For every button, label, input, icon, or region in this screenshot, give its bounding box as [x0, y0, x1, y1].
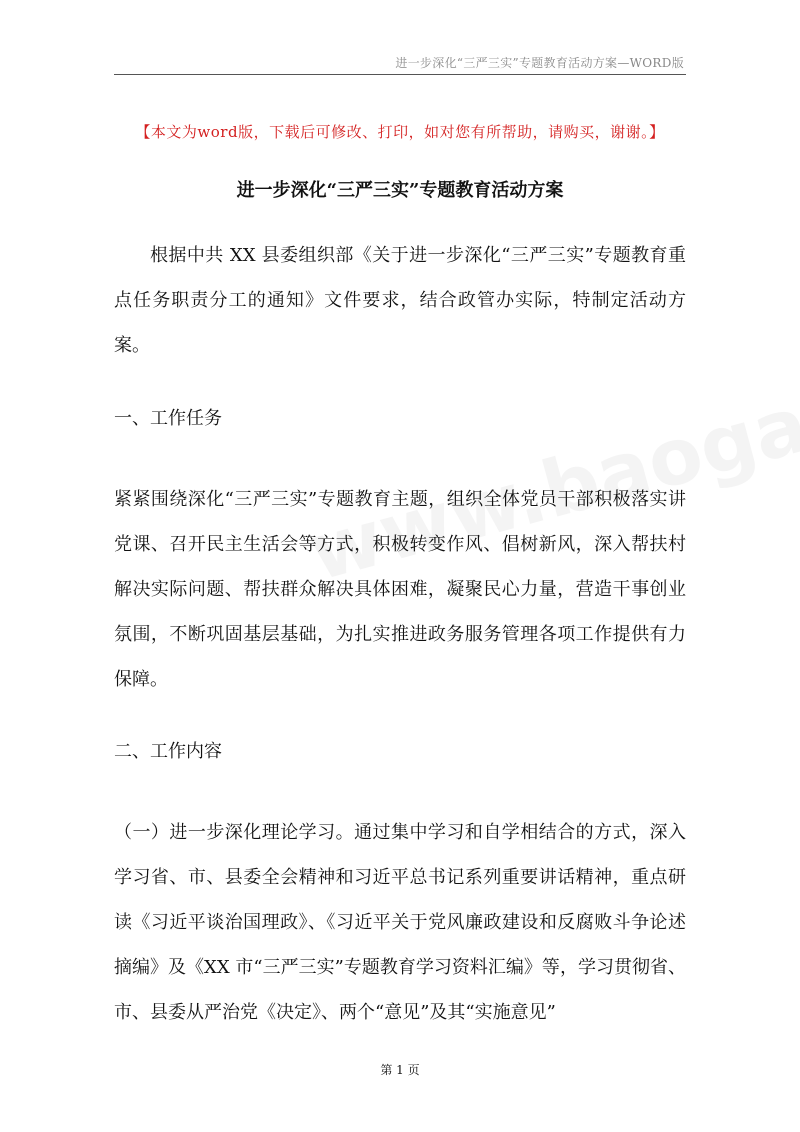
section-heading-content: 二、工作内容	[114, 741, 222, 762]
section-body-content: （一）进一步深化理论学习。通过集中学习和自学相结合的方式，深入学习省、市、县委全会精神和习近平总书记系列重要讲话精神，重点研读《习近平谈治国理政》、《习近平关于党风廉政建设和反腐败斗争论述摘编》及《XX 市“三严三实”专题教育学习资料汇编》等，学习贯彻省、市、县委从严治党《决定》、两个“意见”及其“实施意见”	[114, 822, 686, 1023]
page-number: 第 1 页	[380, 1063, 420, 1077]
purchase-notice: 【本文为word版，下载后可修改、打印，如对您有所帮助，请购买，谢谢。】	[135, 123, 665, 141]
section-heading-tasks: 一、工作任务	[114, 408, 222, 429]
document-title: 进一步深化“三严三实”专题教育活动方案	[236, 180, 564, 201]
header-title: 进一步深化“三严三实”专题教育活动方案—WORD版	[395, 56, 684, 70]
section-body-tasks: 紧紧围绕深化“三严三实”专题教育主题，组织全体党员干部积极落实讲党课、召开民主生活会等方式，积极转变作风、倡树新风，深入帮扶村解决实际问题、帮扶群众解决具体困难，凝聚民心力量，营造干事创业氛围，不断巩固基层基础，为扎实推进政务服务管理各项工作提供有力保障。	[114, 489, 686, 690]
header-divider	[114, 74, 686, 75]
intro-paragraph: 根据中共 XX 县委组织部《关于进一步深化“三严三实”专题教育重点任务职责分工的通知》文件要求，结合政管办实际，特制定活动方案。	[114, 245, 686, 356]
